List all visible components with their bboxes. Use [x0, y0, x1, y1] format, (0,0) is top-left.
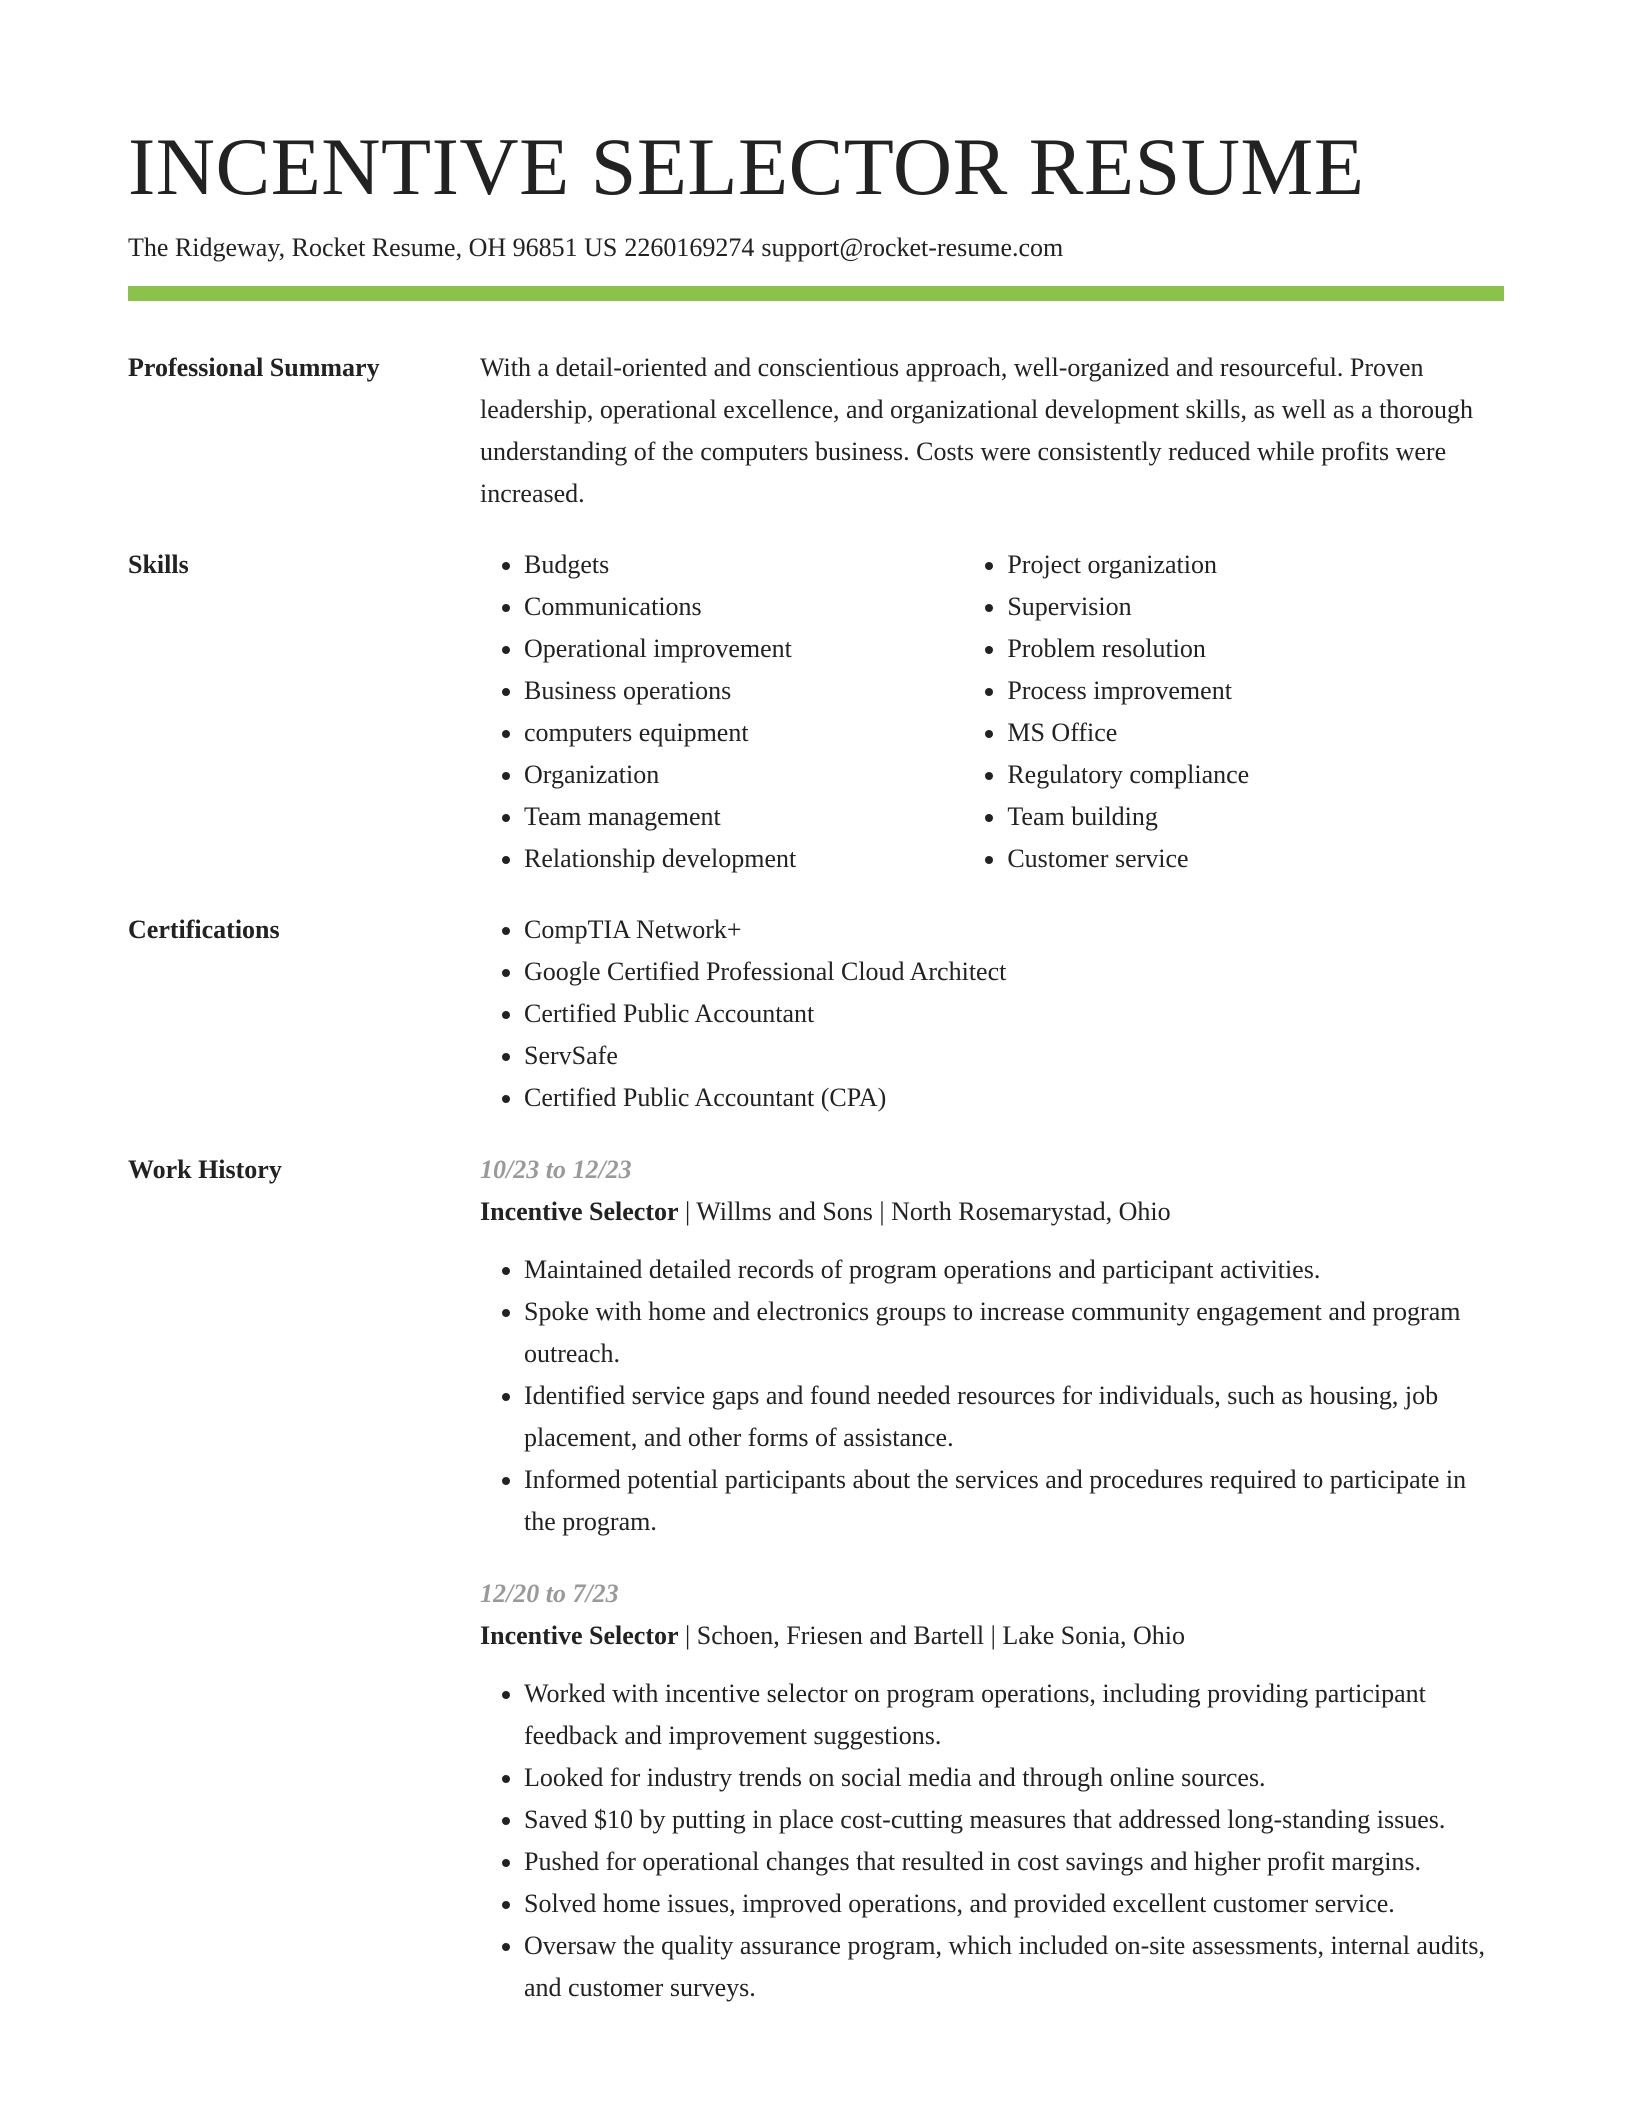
certification-item: • Certified Public Accountant (CPA): [524, 1077, 1504, 1119]
skill-item: • Customer service: [1007, 838, 1504, 880]
job-bullet: • Solved home issues, improved operations, and provided excellent customer service.: [524, 1883, 1504, 1925]
summary-heading: Professional Summary: [128, 353, 380, 382]
certification-item: • Google Certified Professional Cloud Architect: [524, 951, 1504, 993]
skill-item: • Operational improvement: [524, 628, 963, 670]
job-title: Incentive Selector: [480, 1621, 679, 1650]
contact-line: [128, 232, 1070, 264]
job-header-line: [480, 1615, 1504, 1657]
skill-item: • Team management: [524, 796, 963, 838]
job-bullet: • Looked for industry trends on social media and through online sources.: [524, 1757, 1504, 1799]
skill-item: • Project organization: [1007, 544, 1504, 586]
skill-item: • computers equipment: [524, 712, 963, 754]
job-dates: 10/23 to 12/23: [480, 1155, 632, 1184]
work-body: [480, 1149, 1504, 2039]
skill-item: • Organization: [524, 754, 963, 796]
skill-item: • Problem resolution: [1007, 628, 1504, 670]
summary-body: [480, 347, 1504, 515]
job-entry: [480, 1573, 1504, 2009]
job-employer-location: | Willms and Sons | North Rosemarystad, Ohio: [678, 1197, 1171, 1226]
contact-phone: 2260169274: [624, 233, 755, 262]
job-bullet: • Identified service gaps and found needed resources for individuals, such as housing, job placement, and other forms of assistance.: [524, 1375, 1504, 1459]
skill-item: • Team building: [1007, 796, 1504, 838]
certifications-body: [480, 909, 1504, 1119]
skill-item: • Business operations: [524, 670, 963, 712]
skill-item: • MS Office: [1007, 712, 1504, 754]
certification-item: • ServSafe: [524, 1035, 1504, 1077]
resume-title: INCENTIVE SELECTOR RESUME: [128, 121, 1365, 212]
skills-body: [480, 544, 1504, 880]
certification-item: • CompTIA Network+: [524, 909, 1504, 951]
job-header-line: [480, 1191, 1504, 1233]
skills-heading: Skills: [128, 550, 189, 579]
job-bullet: • Informed potential participants about the services and procedures required to participate in the program.: [524, 1459, 1504, 1543]
contact-address: The Ridgeway, Rocket Resume, OH 96851 US: [128, 233, 618, 262]
job-title: Incentive Selector: [480, 1197, 679, 1226]
certifications-list: [480, 909, 1504, 1119]
skill-item: • Process improvement: [1007, 670, 1504, 712]
job-bullet: • Maintained detailed records of program operations and participant activities.: [524, 1249, 1504, 1291]
skill-item: • Regulatory compliance: [1007, 754, 1504, 796]
contact-email: support@rocket-resume.com: [761, 233, 1064, 262]
job-bullet: • Oversaw the quality assurance program, which included on-site assessments, internal audits, and customer surveys.: [524, 1925, 1504, 2009]
job-bullet: • Pushed for operational changes that resulted in cost savings and higher profit margins.: [524, 1841, 1504, 1883]
certifications-heading: Certifications: [128, 915, 280, 944]
job-dates: 12/20 to 7/23: [480, 1579, 619, 1608]
skill-item: • Budgets: [524, 544, 963, 586]
job-bullet: • Worked with incentive selector on program operations, including providing participant feedback and improvement suggestions.: [524, 1673, 1504, 1757]
skill-item: • Supervision: [1007, 586, 1504, 628]
skills-list-right: [963, 544, 1504, 880]
skill-item: • Communications: [524, 586, 963, 628]
skills-list-left: [480, 544, 963, 880]
summary-text: With a detail-oriented and conscientious approach, well-organized and resourceful. Proven leadership, operational excellence, and organizational development skills, as well as a thorough understanding of the computers business. Costs were consistently reduced while profits were increased.: [480, 353, 1473, 508]
work-heading: Work History: [128, 1155, 282, 1184]
job-bullets: [480, 1673, 1504, 2009]
job-entry: [480, 1149, 1504, 1543]
skill-item: • Relationship development: [524, 838, 963, 880]
certification-item: • Certified Public Accountant: [524, 993, 1504, 1035]
job-bullet: • Spoke with home and electronics groups to increase community engagement and program outreach.: [524, 1291, 1504, 1375]
job-bullets: [480, 1249, 1504, 1543]
job-bullet: • Saved $10 by putting in place cost-cutting measures that addressed long-standing issues.: [524, 1799, 1504, 1841]
header-divider: [128, 286, 1504, 301]
job-employer-location: | Schoen, Friesen and Bartell | Lake Sonia, Ohio: [678, 1621, 1186, 1650]
